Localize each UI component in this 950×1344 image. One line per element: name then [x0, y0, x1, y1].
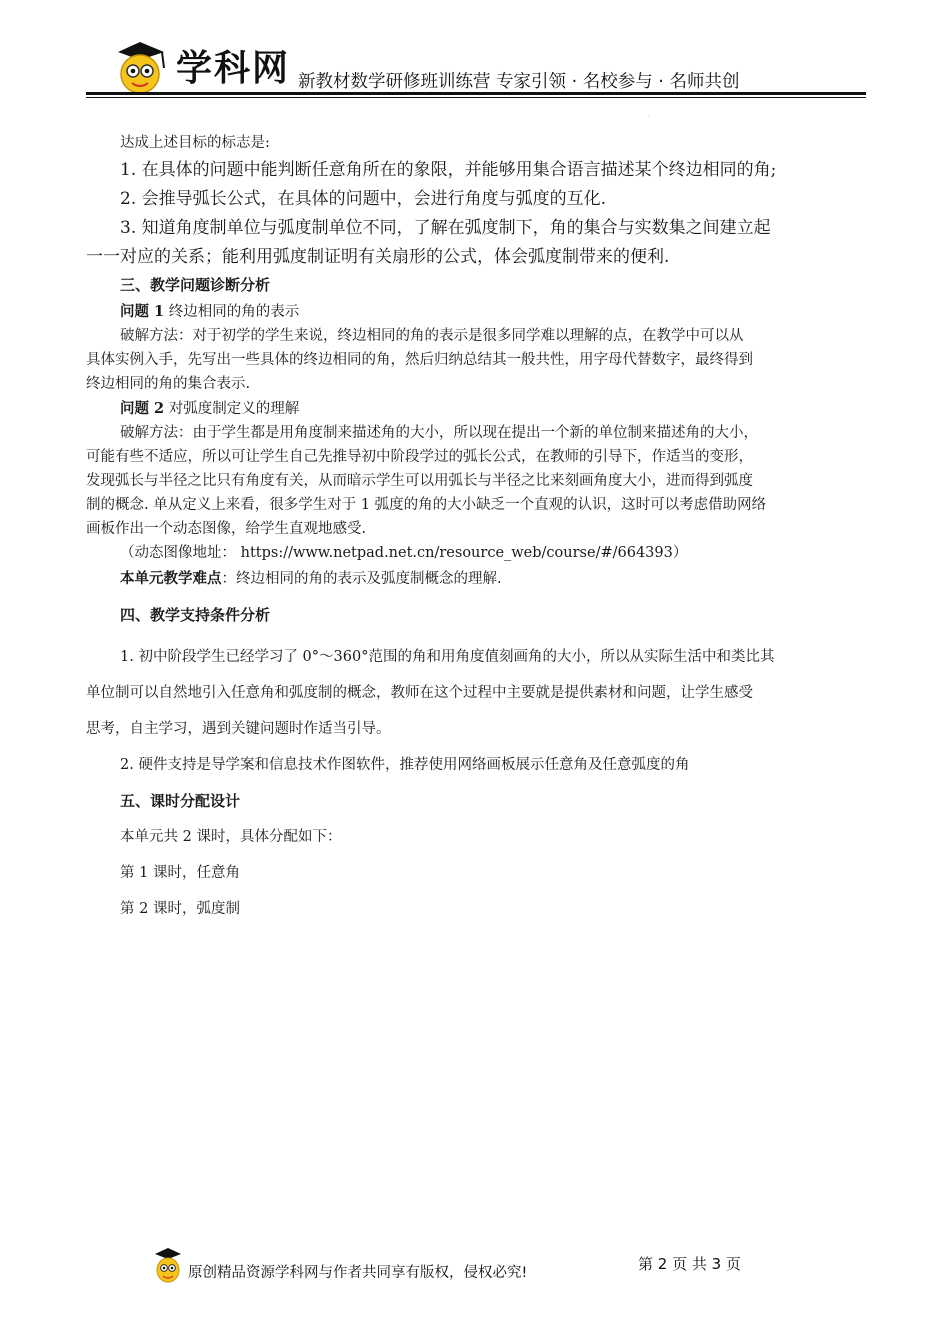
document-body: [86, 130, 866, 927]
support-line-3: 思考，自主学习，遇到关键问题时作适当引导。: [86, 721, 391, 737]
lesson-1: 第 1 课时，任意角: [120, 865, 240, 881]
footer-mascot-icon: [152, 1246, 184, 1286]
section-3-heading: 三、教学问题诊断分析: [120, 276, 271, 294]
stray-mark: .: [648, 111, 650, 118]
goal-item-3: 3. 知道角度制单位与弧度制单位不同，了解在弧度制下，角的集合与实数集之间建立起: [120, 218, 771, 238]
support-line-2: 单位制可以自然地引入任意角和弧度制的概念，教师在这个过程中主要就是提供素材和问题，让学生感受: [86, 685, 753, 701]
goals-lead: 达成上述目标的标志是:: [120, 135, 270, 151]
support-item-2: 2. 硬件支持是导学案和信息技术作图软件，推荐使用网络画板展示任意角及任意弧度的角: [120, 757, 690, 773]
page-number: 第 2 页 共 3 页: [638, 1255, 741, 1273]
q2-text-line-3: 发现弧长与半径之比只有角度有关，从而暗示学生可以用弧长与半径之比来刻画角度大小，进而得到弧度: [86, 473, 753, 489]
spacer: [86, 629, 866, 639]
lesson-2: 第 2 课时，弧度制: [120, 901, 240, 917]
dynamic-image-link[interactable]: （动态图像地址： https://www.netpad.net.cn/resource_web/course/#/664393）: [120, 545, 688, 561]
question-1-heading: [86, 299, 866, 324]
q1-text-line-2: 具体实例入手，先写出一些具体的终边相同的角，然后归纳总结其一般共性，用字母代替数字，最终得到: [86, 352, 753, 368]
difficulty-label: 本单元教学难点: [120, 571, 222, 587]
goal-item-3-continued: 一一对应的关系；能利用弧度制证明有关扇形的公式，体会弧度制带来的便利.: [86, 247, 670, 267]
question-2-heading: [86, 396, 866, 421]
question-1-title: 终边相同的角的表示: [168, 304, 300, 320]
header-divider-thick: [86, 92, 866, 95]
section-5-heading: 五、课时分配设计: [120, 792, 241, 810]
header-slogan: 新教材数学研修班训练营 专家引领 · 名校参与 · 名师共创: [298, 72, 740, 92]
section-4-heading: 四、教学支持条件分析: [120, 606, 271, 624]
q2-text-line-4: 制的概念. 单从定义上来看，很多学生对于 1 弧度的角的大小缺乏一个直观的认识，这时可以考虑借助网络: [86, 497, 767, 513]
support-line-1: 1. 初中阶段学生已经学习了 0°～360°范围的角和用角度值刻画角的大小，所以从实际生活中和类比其: [120, 649, 775, 665]
question-2-title: 对弧度制定义的理解: [168, 401, 300, 417]
difficulty-text: ：终边相同的角的表示及弧度制概念的理解.: [221, 571, 502, 587]
lesson-intro: 本单元共 2 课时，具体分配如下：: [120, 829, 342, 845]
goal-item-1: 1. 在具体的问题中能判断任意角所在的象限，并能够用集合语言描述某个终边相同的角;: [120, 160, 777, 180]
header-divider-thin: [86, 97, 866, 98]
q1-text-line-1: 破解方法：对于初学的学生来说，终边相同的角的表示是很多同学难以理解的点，在教学中可以从: [120, 328, 744, 344]
mascot-logo-icon: [110, 38, 172, 96]
footer-copyright: 原创精品资源学科网与作者共同享有版权，侵权必究!: [188, 1265, 528, 1281]
goal-item-2: 2. 会推导弧长公式，在具体的问题中，会进行角度与弧度的互化.: [120, 189, 607, 209]
logo-wordmark: 学科网: [176, 48, 291, 89]
q2-text-line-1: 破解方法：由于学生都是用角度制来描述角的大小，所以现在提出一个新的单位制来描述角的大小，: [120, 425, 758, 441]
page-header: [86, 36, 866, 100]
question-1-label: 问题 1: [120, 303, 165, 320]
q1-text-line-3: 终边相同的角的集合表示.: [86, 376, 251, 392]
difficulty-line: [86, 566, 866, 592]
spacer: [86, 592, 866, 602]
question-2-label: 问题 2: [120, 400, 165, 417]
q2-text-line-2: 可能有些不适应，所以可让学生自己先推导初中阶段学过的弧长公式，在教师的引导下，作适当的变形，: [86, 449, 753, 465]
q2-text-line-5: 画板作出一个动态图像，给学生直观地感受.: [86, 521, 367, 537]
